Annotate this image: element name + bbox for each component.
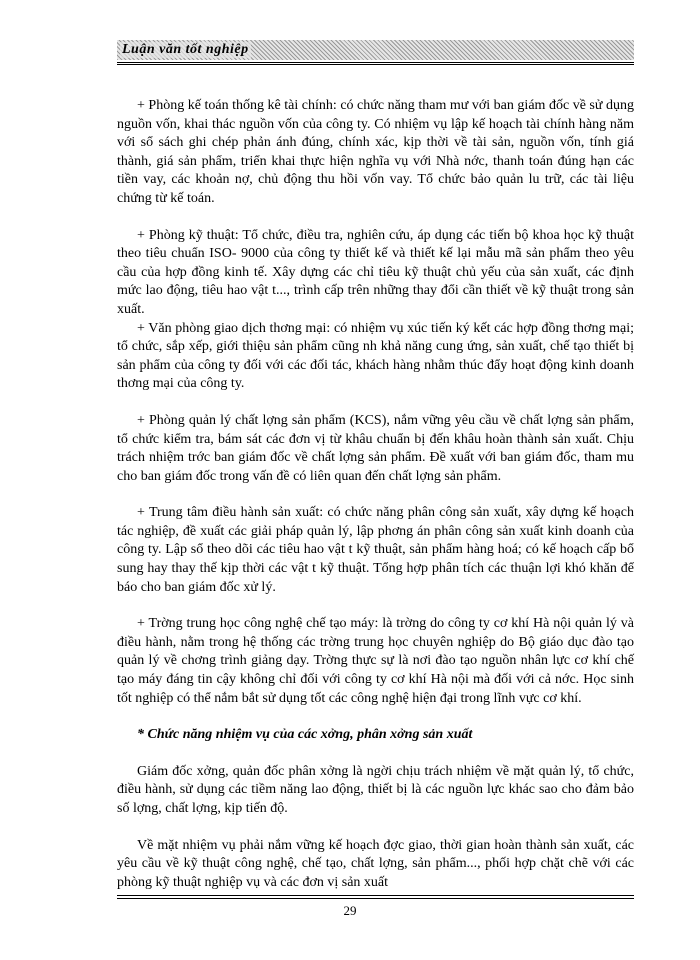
paragraph-workshop-tasks: Về mặt nhiệm vụ phải nắm vững kế hoạch đợc giao, thời gian hoàn thành sản xuất, các yêu cầu về kỹ thuật công nghệ, chế tạo, chất lợng, sản phẩm..., phối hợp chặt chẽ với các phòng kỹ thuật nghiệp vụ và các đơn vị sản xuất — [117, 837, 634, 890]
paragraph-production-center: + Trung tâm điều hành sản xuất: có chức năng phân công sản xuất, xây dựng kế hoạch tác nghiệp, đề xuất các giải pháp quản lý, lập phơng án phân công sản xuất kinh doanh của công ty. Lập sổ theo dõi các tiêu hao vật t kỹ thuật, sản phẩm hàng hoá; có kế hoạch cấp bổ sung hay thay thế kịp thời các vật t kỹ thuật. Tổng hợp phân tích các thuận lợi khó khăn để báo cho ban giám đốc xử lý. — [117, 505, 634, 595]
header-rule-top — [117, 62, 634, 63]
header-rule-bottom — [117, 64, 634, 65]
paragraph-quality-dept: + Phòng quản lý chất lợng sản phẩm (KCS), nắm vững yêu cầu về chất lợng sản phẩm, tổ chức kiểm tra, bám sát các đơn vị từ khâu chuẩn bị đến khâu hoàn thành sản xuất. Chịu trách nhiệm trớc ban giám đốc về chất lợng sản phẩm. Đề xuất với ban giám đốc, tham mu cho ban giám đốc trong vấn đề có liên quan đến chất lợng sản phẩm. — [117, 412, 634, 484]
paragraph-trade-office: + Văn phòng giao dịch thơng mại: có nhiệm vụ xúc tiến ký kết các hợp đồng thơng mại; tổ chức, sắp xếp, giới thiệu sản phẩm cũng nh khả năng cung ứng, sản xuất, chế tạo thiết bị sản phẩm của công ty đối với các đối tác, khách hàng nhằm thúc đẩy hoạt động kinh doanh thơng mại của công ty. — [117, 320, 634, 392]
document-body — [117, 97, 634, 892]
paragraph-workshop-managers: Giám đốc xởng, quản đốc phân xởng là ngời chịu trách nhiệm về mặt quản lý, tổ chức, điều hành, sử dụng các tiềm năng lao động, thiết bị là các nguồn lực khác sao cho đảm bảo số lợng, chất lợng, kịp tiến độ. — [117, 763, 634, 816]
footer-rule-top — [117, 895, 634, 896]
header-title: Luận văn tốt nghiệp — [122, 42, 249, 57]
footer-rule-bottom — [117, 898, 634, 899]
page-number: 29 — [343, 903, 357, 918]
paragraph-technical-school: + Trờng trung học công nghệ chế tạo máy: là trờng do công ty cơ khí Hà nội quản lý và điều hành, nằm trong hệ thống các trờng trung học chuyên nghiệp do Bộ giáo dục đào tạo quản lý về chơng trình giảng dạy. Trờng thực sự là nơi đào tạo nguồn nhân lực cơ khí chế tạo máy đáng tin cậy không chỉ đối với công ty cơ khí Hà nội mà đối với cả nớc. Học sinh tốt nghiệp có thể nắm bắt sử dụng tốt các công nghệ hiện đại trong lĩnh vực cơ khí. — [117, 616, 634, 706]
paragraph-accounting-dept: + Phòng kế toán thống kê tài chính: có chức năng tham mư với ban giám đốc về sử dụng nguồn vốn, khai thác nguồn vốn của công ty. Có nhiệm vụ lập kế hoạch tài chính hàng năm với sổ sách ghi chép phản ánh đúng, chính xác, kịp thời về tài sản, nguồn vốn, tính giá thành, giá sản phẩm, triển khai thực hiện nghĩa vụ với Nhà nớc, thanh toán đúng hạn các tiền vay, các khoản nợ, chủ động thu hồi vốn vay. Tổ chức bảo quản lu trữ, các tài liệu chứng từ kế toán. — [117, 98, 634, 206]
paragraph-technical-dept: + Phòng kỹ thuật: Tổ chức, điều tra, nghiên cứu, áp dụng các tiến bộ khoa học kỹ thuật theo tiêu chuẩn ISO- 9000 của công ty thiết kế và thiết kế lại mẫu mã sản phẩm theo yêu cầu của hợp đồng kinh tế. Xây dựng các chỉ tiêu kỹ thuật chủ yếu của sản xuất, các định mức lao động, tiêu hao vật t..., trình cấp trên những thay đổi cần thiết về kỹ thuật trong sản xuất. — [117, 227, 634, 317]
section-heading-workshops: * Chức năng nhiệm vụ của các xởng, phân xởng sản xuất — [137, 727, 473, 743]
